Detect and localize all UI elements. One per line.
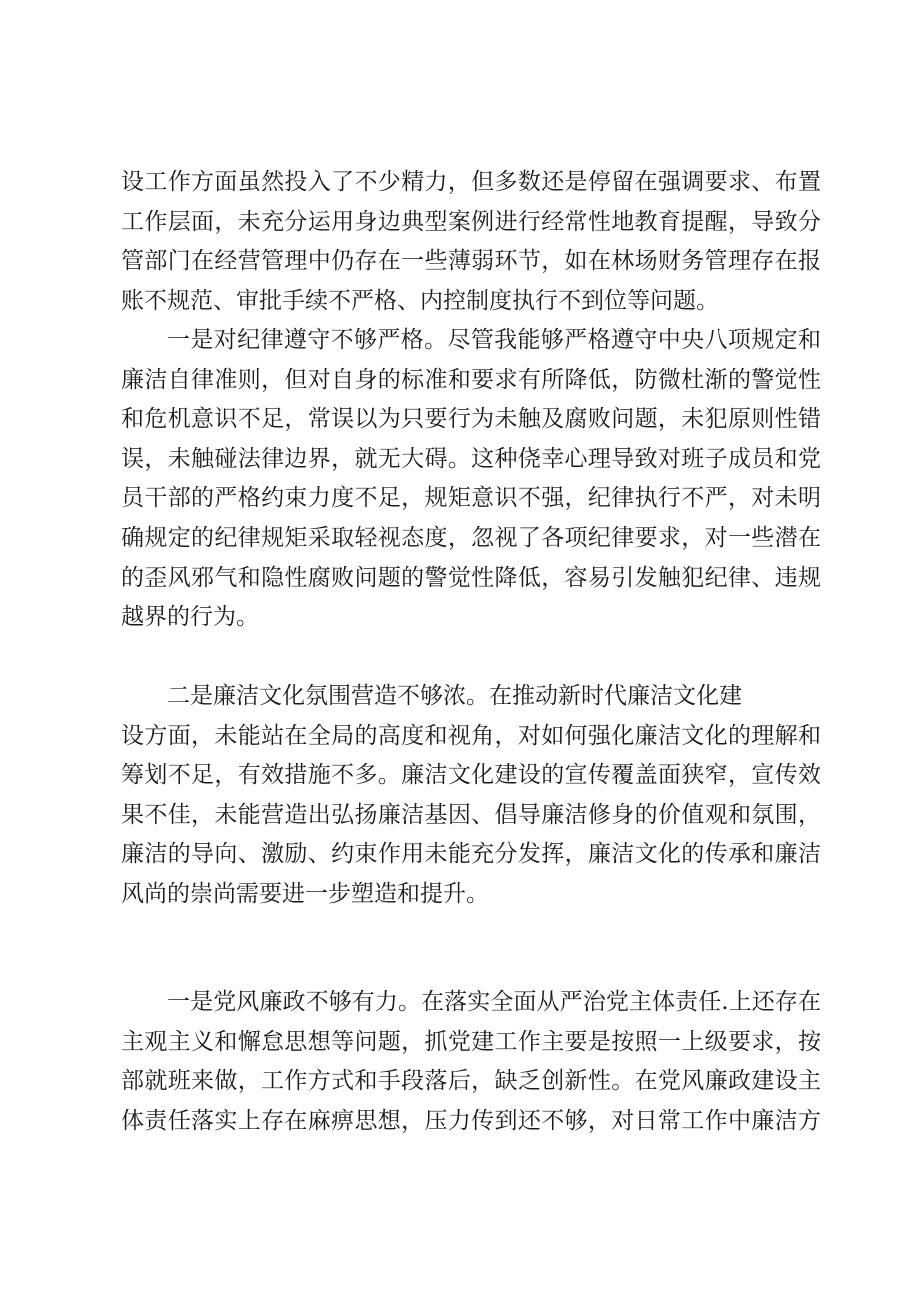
text-line: 风尚的崇尚需要进一步塑造和提升。 bbox=[121, 880, 489, 907]
text-line: 体责任落实上存在麻痹思想，压力传到还不够，对日常工作中廉洁方 bbox=[121, 1107, 821, 1134]
text-line: 部就班来做，工作方式和手段落后，缺乏创新性。在党风廉政建设主 bbox=[121, 1068, 821, 1095]
text-line: 果不佳，未能营造出弘扬廉洁基因、倡导廉洁修身的价值观和氛围， bbox=[121, 801, 821, 828]
paragraph-4-party-conduct bbox=[121, 983, 821, 1141]
paragraph-1 bbox=[121, 163, 821, 321]
paragraph-2-discipline bbox=[121, 321, 821, 638]
text-line: 员干部的严格约束力度不足，规矩意识不强，纪律执行不严，对未明 bbox=[121, 485, 821, 512]
text-line: 和危机意识不足，常误以为只要行为未触及腐败问题，未犯原则性错 bbox=[121, 406, 821, 433]
text-line: 一是党风廉政不够有力。在落实全面从严治党主体责任.上还存在 bbox=[167, 989, 821, 1015]
text-line: 廉洁的导向、激励、约束作用未能充分发挥，廉洁文化的传承和廉洁 bbox=[121, 841, 821, 868]
text-line: 越界的行为。 bbox=[121, 604, 259, 631]
text-line: 误，未触碰法律边界，就无大碍。这种侥幸心理导致对班子成员和党 bbox=[121, 445, 821, 472]
text-line: 筹划不足，有效措施不多。廉洁文化建设的宣传覆盖面狭窄，宣传效 bbox=[121, 762, 821, 789]
text-line: 一是对纪律遵守不够严格。尽管我能够严格遵守中央八项规定和 bbox=[167, 327, 821, 353]
text-line: 廉洁自律准则，但对自身的标准和要求有所降低，防微杜渐的警觉性 bbox=[121, 366, 821, 393]
text-line: 账不规范、审批手续不严格、内控制度执行不到位等问题。 bbox=[121, 287, 719, 314]
text-line: 管部门在经营管理中仍存在一些薄弱环节，如在林场财务管理存在报 bbox=[121, 248, 821, 275]
text-line: 设方面，未能站在全局的高度和视角，对如何强化廉洁文化的理解和 bbox=[121, 722, 821, 749]
text-line: 确规定的纪律规矩采取轻视态度，忽视了各项纪律要求，对一些潜在 bbox=[121, 524, 821, 551]
paragraph-3-integrity-culture bbox=[121, 677, 821, 915]
text-line: 二是廉洁文化氛围营造不够浓。在推动新时代廉洁文化建 bbox=[167, 683, 742, 709]
text-line: 工作层面，未充分运用身边典型案例进行经常性地教育提醒，导致分 bbox=[121, 208, 821, 235]
text-line: 主观主义和懈怠思想等问题，抓党建工作主要是按照一上级要求，按 bbox=[121, 1028, 821, 1055]
text-line: 设工作方面虽然投入了不少精力，但多数还是停留在强调要求、布置 bbox=[121, 169, 821, 195]
text-line: 的歪风邪气和隐性腐败问题的警觉性降低，容易引发触犯纪律、违规 bbox=[121, 564, 821, 591]
